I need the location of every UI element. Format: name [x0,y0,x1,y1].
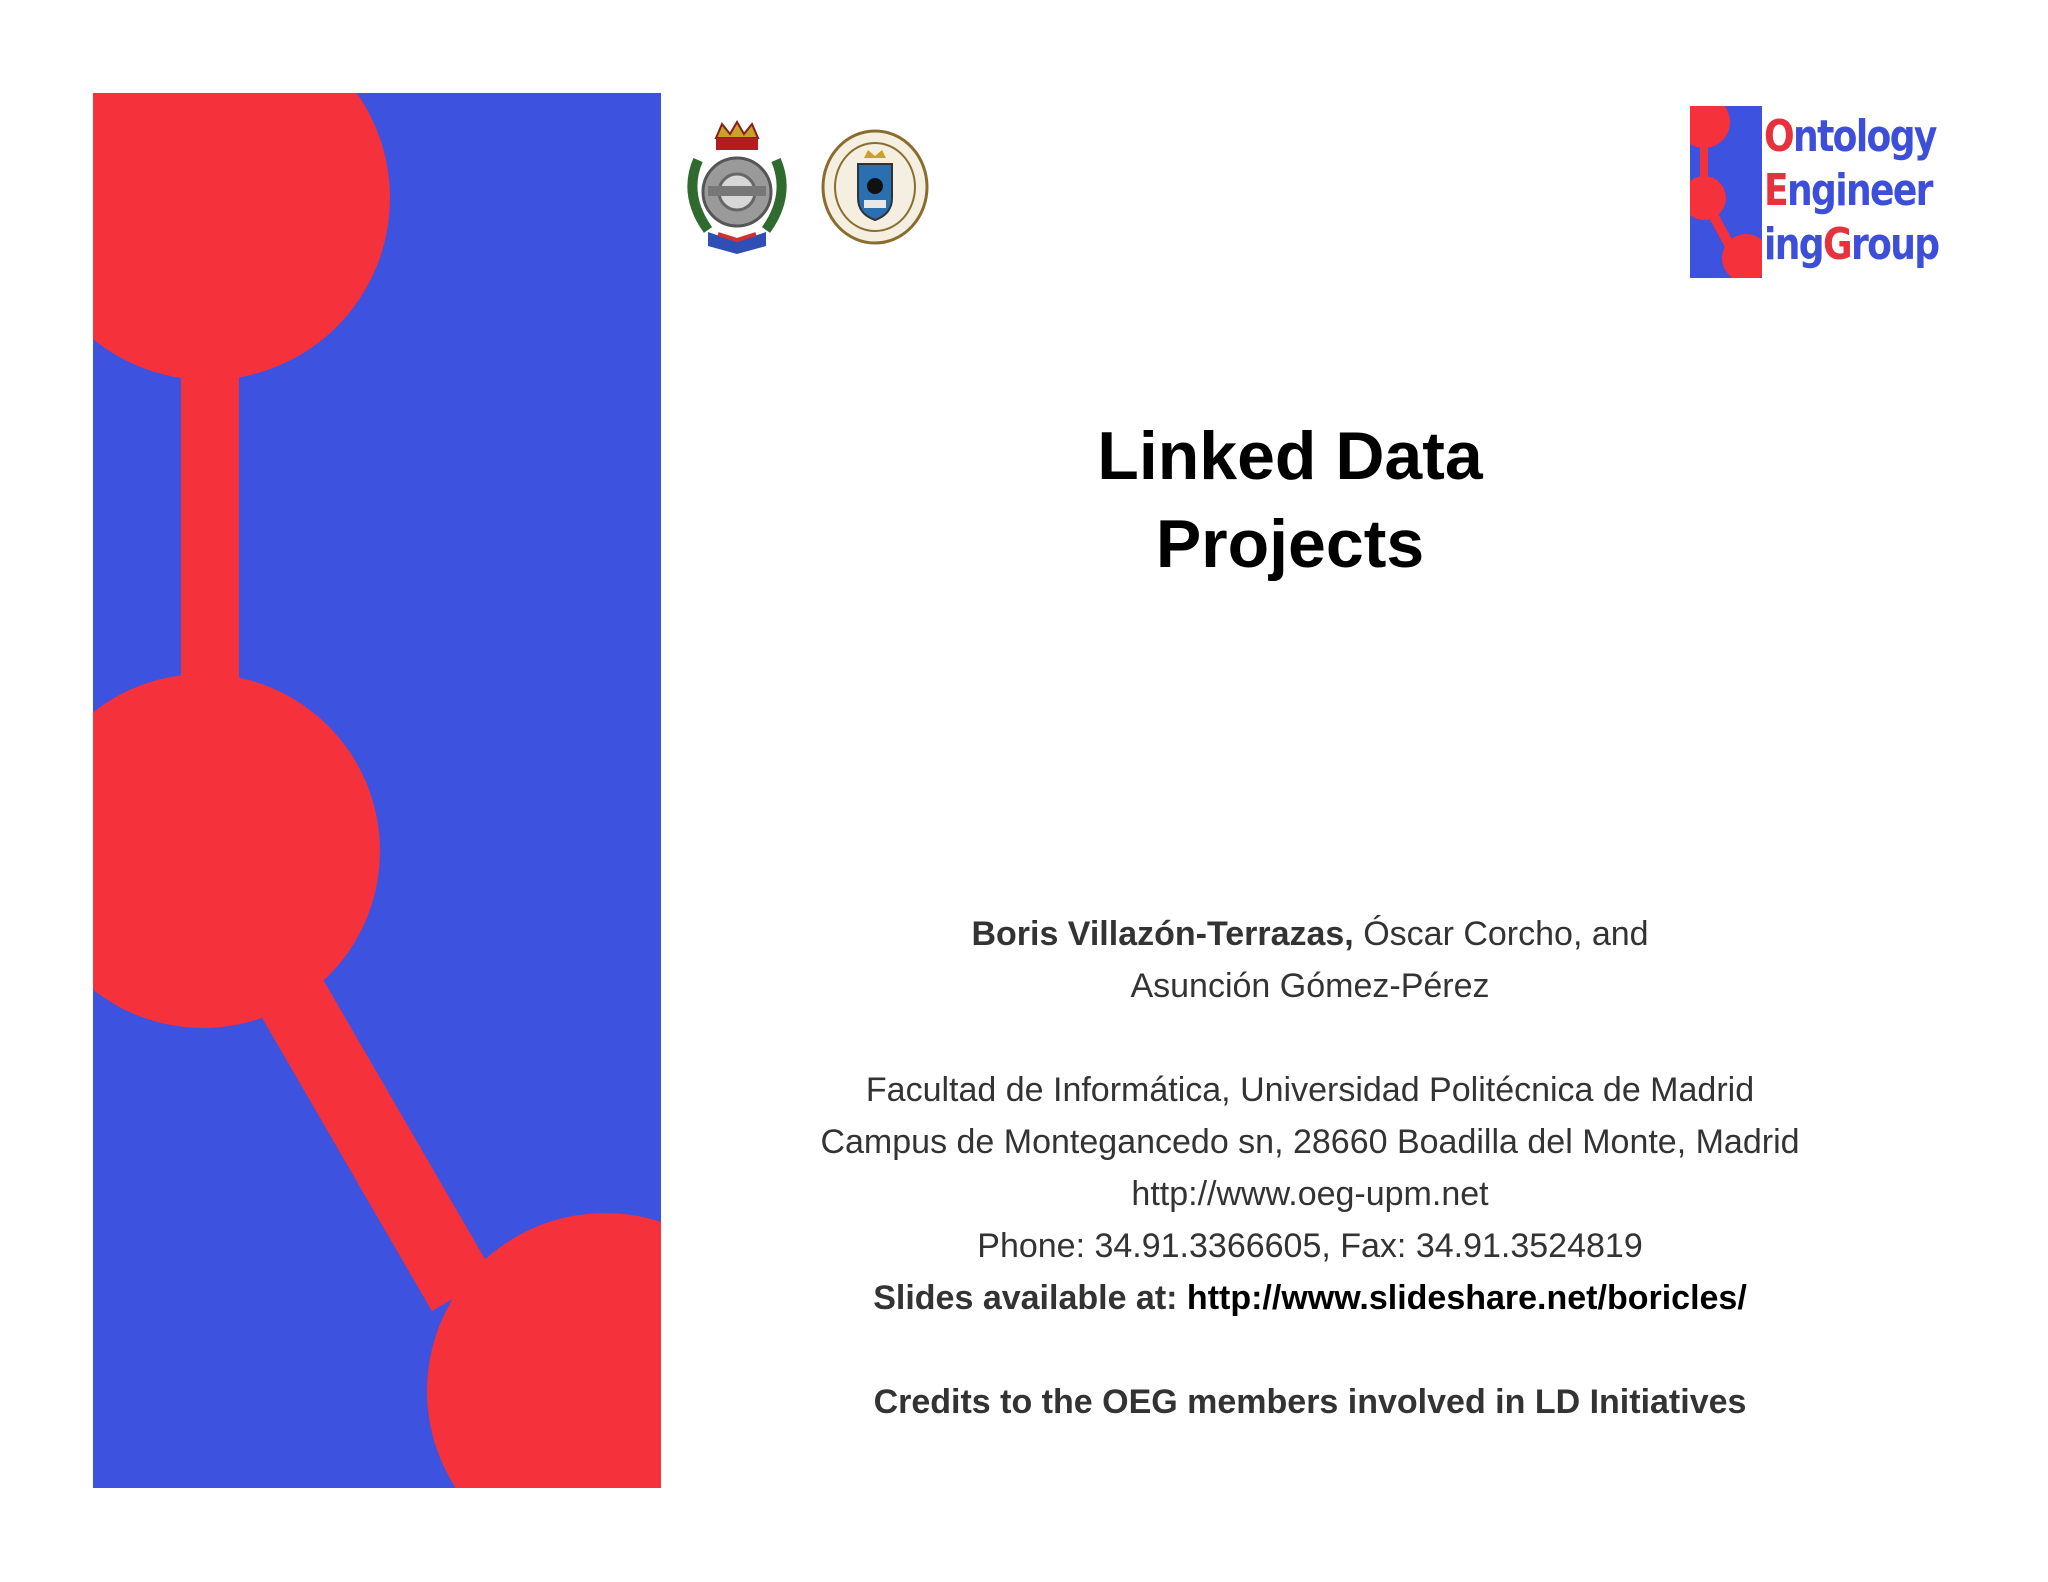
faculty-line: Facultad de Informática, Universidad Politécnica de Madrid [865,1071,1755,1109]
oeg-molecule-icon [1690,106,1762,278]
slides-url-link[interactable]: http://www.slideshare.net/boricles/ [1186,1279,1747,1317]
faculty-crest-icon [678,120,796,255]
phone-fax-line: Phone: 34.91.3366605, Fax: 34.91.3524819 [977,1227,1643,1265]
oeg-logo [1690,106,1938,281]
main-author: Boris Villazón-Terrazas, [971,915,1354,953]
authors-line-2: Asunción Gómez-Pérez [1130,967,1490,1005]
oeg-logo-line-3: ingGroup [1764,219,1939,270]
credits-line: Credits to the OEG members involved in LD Initiatives [873,1383,1747,1421]
website-link[interactable]: http://www.oeg-upm.net [1131,1175,1489,1213]
title-line-2: Projects [1155,506,1425,582]
author-info-block [720,908,1900,1428]
slides-label: Slides available at: [873,1279,1187,1317]
co-authors: Óscar Corcho, and [1353,915,1649,953]
slide-title [960,412,1620,588]
slides-line [720,1272,1900,1324]
upm-seal-icon [820,128,930,246]
title-line-1: Linked Data [1097,418,1483,494]
molecule-graphic [93,93,661,1488]
authors-line-1 [720,908,1900,960]
spacer [720,1324,1900,1376]
oeg-logo-line-1: Ontology [1764,111,1936,162]
oeg-logo-line-2: Engineer [1764,165,1932,216]
campus-line: Campus de Montegancedo sn, 28660 Boadilla del Monte, Madrid [820,1123,1800,1161]
spacer [720,1012,1900,1064]
